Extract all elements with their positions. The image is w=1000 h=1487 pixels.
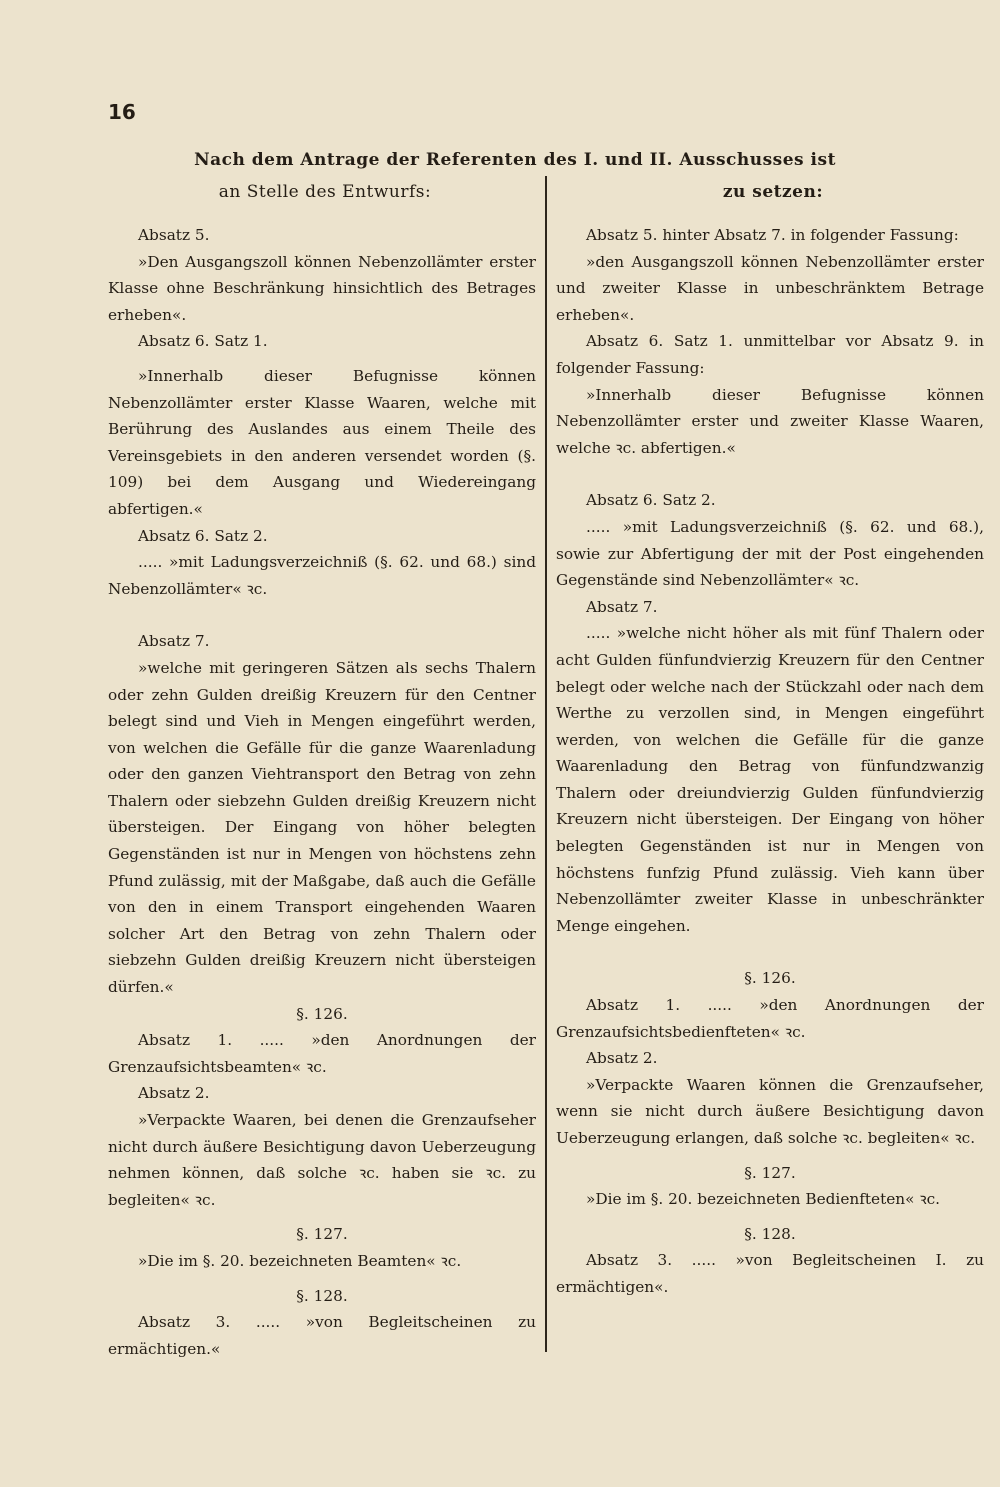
- right-absatz-6-satz-1-text: »Innerhalb dieser Befugnisse können Nebenzollämter erster und zweiter Klasse Waaren, welche ꝛc. abfertigen.«: [556, 385, 984, 457]
- page-number: 16: [108, 100, 136, 124]
- left-126-absatz-2-text: »Verpackte Waaren, bei denen die Grenzaufseher nicht durch äußere Besichtigung davon Ueberzeugung nehmen können, daß solche ꝛc. haben sie ꝛc. zu begleiten« ꝛc.: [108, 1111, 536, 1209]
- right-126-absatz-2-label: Absatz 2.: [586, 1049, 658, 1068]
- right-126-absatz-2-text: »Verpackte Waaren können die Grenzaufseher, wenn sie nicht durch äußere Besichtigung davon Ueberzeugung erlangen, daß solche ꝛc. begleiten« ꝛc.: [556, 1075, 984, 1147]
- right-section-128: §. 128.: [744, 1224, 796, 1243]
- left-column-header: an Stelle des Entwurfs:: [218, 182, 432, 202]
- left-absatz-5-label: Absatz 5.: [138, 226, 210, 244]
- left-column: [108, 222, 536, 1362]
- right-128-absatz-3: Absatz 3. ..... »von Begleitscheinen I. zu ermächtigen«.: [556, 1251, 984, 1296]
- right-absatz-6-satz-1-label: Absatz 6. Satz 1. unmittelbar vor Absatz 9. in folgender Fassung:: [556, 332, 984, 377]
- right-absatz-7-label: Absatz 7.: [586, 597, 658, 616]
- page-heading: Nach dem Antrage der Referenten des I. und II. Ausschusses ist: [194, 150, 836, 170]
- left-absatz-6-satz-1-label: Absatz 6. Satz 1.: [138, 332, 268, 351]
- left-128-absatz-3: Absatz 3. ..... »von Begleitscheinen zu ermächtigen.«: [108, 1313, 536, 1358]
- column-divider: [545, 176, 547, 1352]
- left-126-absatz-1: Absatz 1. ..... »den Anordnungen der Grenzaufsichtsbeamten« ꝛc.: [108, 1031, 536, 1076]
- right-absatz-7-text: ..... »welche nicht höher als mit fünf Thalern oder acht Gulden fünfundvierzig Kreuzern für den Centner belegt oder welche nach der Stückzahl oder nach dem Werthe zu verzollen sind, in Mengen eingeführt werden, von welchen die Gefälle für die ganze Waarenladung den Betrag von fünfundzwanzig Thalern oder dreiundvierzig Gulden fünfundvierzig Kreuzern nicht übersteigen. Der Eingang von höher belegten Gegenständen ist nur in Mengen von höchstens funfzig Pfund zulässig. Vieh kann über Nebenzollämter zweiter Klasse in unbeschränkter Menge eingehen.: [556, 624, 984, 935]
- left-126-absatz-2-label: Absatz 2.: [138, 1084, 210, 1103]
- left-absatz-7-text: »welche mit geringeren Sätzen als sechs Thalern oder zehn Gulden dreißig Kreuzern für den Centner belegt sind und Vieh in Mengen eingeführt werden, von welchen die Gefälle für die ganze Waarenladung oder den ganzen Viehtransport den Betrag von zehn Thalern oder siebzehn Gulden dreißig Kreuzern nicht übersteigen. Der Eingang von höher belegten Gegenständen ist nur in Mengen von höchstens zehn Pfund zulässig, mit der Maßgabe, daß auch die Gefälle von den in einem Transport eingehenden Waaren solcher Art den Betrag von zehn Thalern oder siebzehn Gulden dreißig Kreuzern nicht übersteigen dürfen.«: [108, 658, 536, 997]
- right-absatz-6-satz-2-text: ..... »mit Ladungsverzeichniß (§. 62. und 68.), sowie zur Abfertigung der mit der Post eingehenden Gegenstände sind Nebenzollämter« ꝛc.: [556, 517, 984, 590]
- left-127-text: »Die im §. 20. bezeichneten Beamten« ꝛc.: [138, 1251, 462, 1270]
- right-absatz-5-text: »den Ausgangszoll können Nebenzollämter erster und zweiter Klasse in unbeschränktem Betrage erheben«.: [556, 252, 984, 324]
- right-section-127: §. 127.: [744, 1163, 796, 1182]
- left-absatz-7-label: Absatz 7.: [138, 632, 210, 651]
- left-section-128: §. 128.: [296, 1286, 348, 1305]
- right-section-126: §. 126.: [744, 969, 796, 988]
- left-absatz-6-satz-2-label: Absatz 6. Satz 2.: [138, 526, 268, 545]
- right-absatz-5-label: Absatz 5. hinter Absatz 7. in folgender Fassung:: [586, 226, 959, 244]
- right-column-header: zu setzen:: [722, 182, 824, 202]
- left-absatz-6-satz-1-text: »Innerhalb dieser Befugnisse können Nebenzollämter erster Klasse Waaren, welche mit Berührung des Auslandes aus einem Theile des Vereinsgebiets in den anderen versendet worden (§. 109) bei dem Ausgang und Wiedereingang abfertigen.«: [108, 366, 536, 518]
- left-section-126: §. 126.: [296, 1004, 348, 1023]
- right-126-absatz-1: Absatz 1. ..... »den Anordnungen der Grenzaufsichtsbedienfteten« ꝛc.: [556, 996, 984, 1041]
- right-column: [556, 222, 984, 1301]
- right-127-text: »Die im §. 20. bezeichneten Bedienfteten« ꝛc.: [586, 1190, 941, 1209]
- right-absatz-6-satz-2-label: Absatz 6. Satz 2.: [586, 491, 716, 510]
- left-absatz-5-text: »Den Ausgangszoll können Nebenzollämter erster Klasse ohne Beschränkung hinsichtlich des Betrages erheben«.: [108, 252, 536, 324]
- left-section-127: §. 127.: [296, 1225, 348, 1244]
- left-absatz-6-satz-2-text: ..... »mit Ladungsverzeichniß (§. 62. und 68.) sind Nebenzollämter« ꝛc.: [108, 553, 536, 598]
